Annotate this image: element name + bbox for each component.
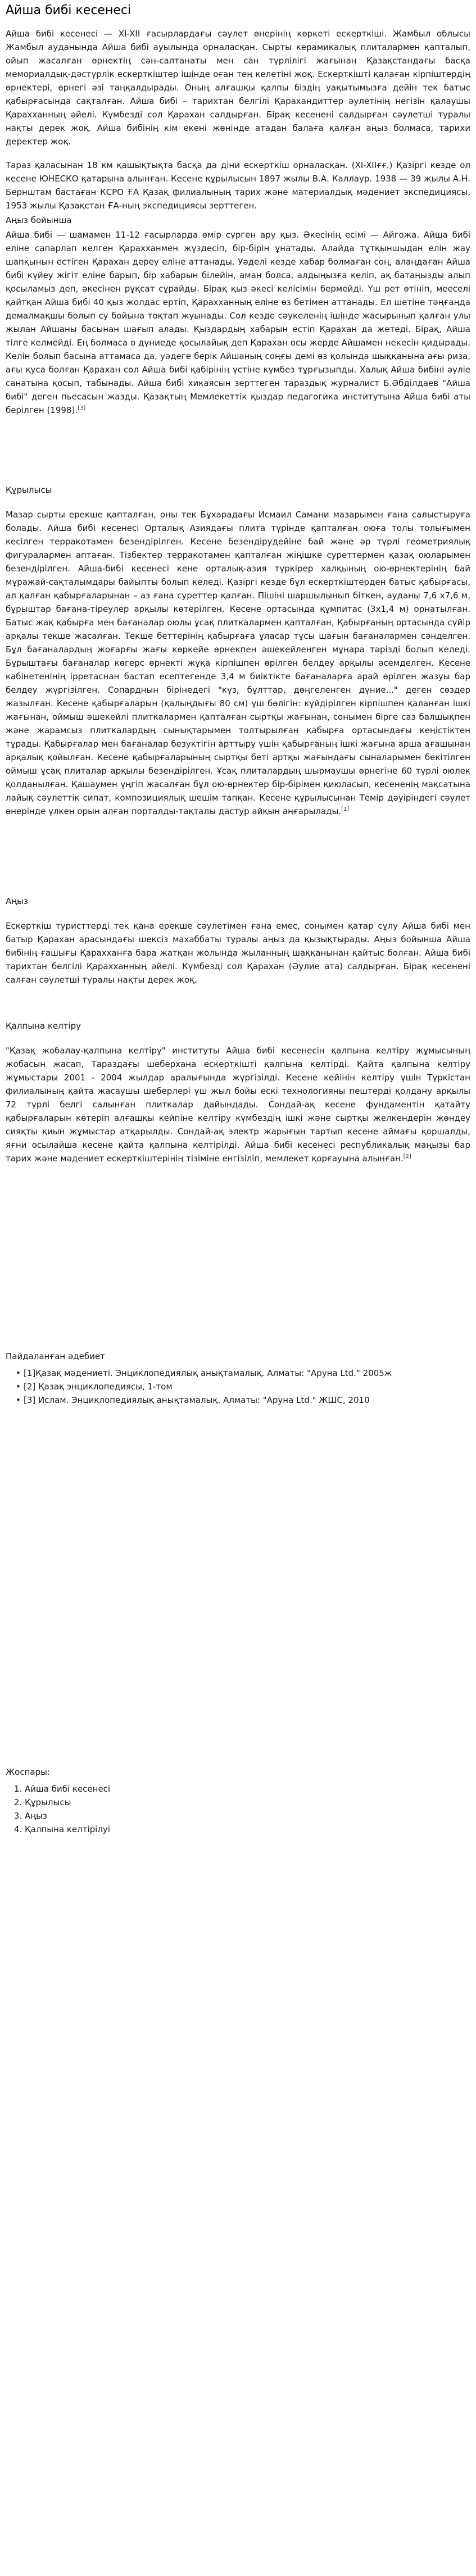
section-spacer [6, 1417, 470, 1765]
intro-section [6, 27, 470, 148]
intro-paragraph-1: Айша бибі кесенесі — XI-XII ғасырлардағы сәулет өнерінің көркеті ескерткіші. Жамбыл облысы Жамбыл ауданында Айша бибі ауылында орналасқан. Сырты керамикалық плиталармен қапталып, ойып жасалған өрнектің сән-салтанаты мен сан түрлілігі жағынан Қазақстандағы басқа мемориалдық-дәстүрлік ескерткіштер ішінде оған тең келетіні жоқ. Ескерткішті қалаған кірпіштердің өрнектері, өрнегі әзі таңқалдырады. Оның алғашқы қалпы біздің уақытымызға дейін тек батыс қабырғасында сақталған. Айша бибі – тарихтан белгілі Қарахандиттер әулетінің негізін қалаушы Қарахханның әйелі. Күмбезді сол Қарахан салдырған. Бірақ кесенені салдырған сәулетші туралы нақты дерек жоқ. Айша бибінің кім екені жөнінде атадан балаға қалған аңыз болмаса, тарихи деректер жоқ. [6, 29, 470, 147]
toc-list [6, 1782, 470, 1836]
legend2-paragraph: Ескерткіш туристтерді тек қана ерекше сәулетімен ғана емес, сонымен қатар сұлу Айша бибі мен батыр Қарахан арасындағы шексіз махаббаты туралы аңыз да қызықтырады. Аңыз бойынша Айша бибінің ғашығы Қарахханға бара жатқан жолында жыланның шаққанынан қайтыс болған. Айша бибі тарихтан белгілі Қарахханның әйелі. Күмбезді сол Қарахан (Әулие ата) салдырған. Бірақ кесенені салған сәулетші туралы нақты дерек жоқ. [6, 921, 470, 985]
toc-section [6, 1765, 470, 1836]
section-title-references: Пайдаланған әдебиет [6, 1351, 105, 1361]
restoration-text: "Қазақ жобалау-қалпына келтіру" институты Айша бибі кесенесін қалпына келтіру жұмысының жобасын жасап, Тараздағы шеберхана ескерткішті қалпына келтірді. Қайта қалпына келтіру жұмыстары 2001 - 2004 жылдар аралығында жүргізілді. Кесене кейінін келтіру үшін Түркістан филиалының қайта жасаушы шеберлері үш жыл бойы ескі технологияны пештерді қолдану арқылы 72 түрлі белгі салынған плиткалар дайындады. Сондай-ақ кесене фундаментін қатайту қабырғаларын көтеріп алғашқы кейпіне келтіру күмбездің ішкі және сыртқы желкендерін жөндеу сияқты қиын жұмыстар атқарылды. Сондай-ақ электр жарығын тартып кесене аймағы қоршалды, яғни осылайша кесене қайта қалпына келтірілді. Айша бибі кесенесі республикалық маңызы бар тарих және мәдениет ескерткіштерінің тізіміне енгізіліп, мемлекет қорғауына алынған. [6, 1046, 470, 1164]
restoration-paragraph [6, 1044, 470, 1165]
section-title-structure: Құрылысы [6, 485, 52, 495]
references-list [6, 1366, 470, 1407]
structure-section [6, 483, 470, 818]
section-spacer [6, 1175, 470, 1350]
section-spacer [6, 828, 470, 894]
references-section [6, 1350, 470, 1407]
toc-item[interactable]: 3. Аңыз [25, 1809, 470, 1823]
page-title: Айша бибі кесенесі [6, 3, 132, 17]
section-title-legend2: Аңыз [6, 896, 28, 906]
intro-paragraph-2: Тараз қаласынан 18 км қашықтықта басқа да діни ескерткіш орналасқан. (XI-XIIғғ.) Қазіргі кезде ол кесене ЮНЕСКО қатарына алынған. Кесене құрылысын 1897 жылы В.А. Каллаур. 1938 — 39 жылы А.Н. Бернштам бастаған КСРО ҒА Қазақ филиалының тарих және материалдық мәдениет экспедициясы, 1953 жылы Қазақстан ҒА-ның экспедициясы зерттеген. [6, 160, 470, 211]
toc-item[interactable]: 1. Айша бибі кесенесі [25, 1782, 470, 1796]
footnote-ref-3[interactable]: [3] [78, 405, 86, 411]
footnote-ref-1[interactable]: [1] [341, 806, 350, 812]
reference-item: • [3] Ислам. Энциклопедиялық анықтамалық. Алматы: "Аруна Ltd." ЖШС, 2010 [25, 1393, 470, 1407]
structure-text: Мазар сырты ерекше қапталған, оны тек Бұхарадағы Исмаил Самани мазарымен ғана салыстыруға болады. Айша бибі кесенесі Орталық Азиядағы плита түрінде қапталған оюға толы толығымен кесілген терракотамен безендірілген. Кесене безендірудейіне бай және әр түрлі геометриялық фигуралармен аптаған. Тізбектер терракотамен қапталған жіңішке суреттермен қазақ оюларымен безендірілген. Айша-бибі кесенесі кене орталық-азия түркірер халқының ою-өрнектерінің бай мұражай-сақталымдары байыпты болып келеді. Қазіргі кезде бұл ескерткіштерден батыс қабырғасы, ал қалған қабырғаларынан – аз ғана суреттер қалған. Пішіні шаршылынып біткен, ауданы 7,6 х7,6 м, бұрыштар бағана-тіреулер арқылы көтерілген. Кесене ортасында құмпитас (3х1,4 м) орнатылған. Батыс жақ қабырға мен бағаналар оюлы ұсақ плиткалармен қапталған, Қабырғаның ортасында сүйір арқалы текше жасалған. Текше беттерінің қабырғаға ұласар тұсы шағын бағаналармен сәнделген. Бұл бағаналардың жоғарғы жағы көркейе өрнекпен әшекейленген мұнара тәрізді болып келеді. Бұрыштағы бағаналар көгерс өрнекті жұқа кірпішпен өрілген белдеу арқылы әсемделген. Кесене кабінетенінің ірретаснан бастап есептегенде 3,4 м биіктікте бағаналарға арай өрілген жазуы бар белдеу жүргізілген. Сопарднын бірінедегі "күз, бұлттар, дөңгеленген дүние..." деген сөздер жазылған. Кесене қабырғаларын (қалыңдығы 80 см) үш бөлігін: күйдірілген кірпішпен қаланған ішкі жағынан, оймыш әшекейлі плиткалармен қапталған сыртқы жағынан, сонымен бірге саз балшықпен және жарамсыз плиткалардың сынықтарымен толтырылған қабырға ортасындағы кеңістіктен тұрады. Қабырғалар мен бағаналар безуктігін арттыру үшін қабырғаның ішкі жағына арша ағашынан арқалық қойылған. Кесене қабырғаларының сыртқы беті артқы жағындағы сыналарымен бекітілген оймыш ұсақ плиталар арқылы безендірілген. Ұсақ плиталардың шырмаушы өрнегіне 60 түрлі оюлек қолданылған. Қашаумен үңгіп жасалған бұл ою-өрнектер бір-бірімен қиюласып, кесененің мақсатына лайық сәулеттік сипат, композициялық шешім тапқан. Кесене құрылысынан Темір дәуіріндегі сәулет өнерінде үлкен орын алған порталды-тақталы дастур айқын аңғарылады. [6, 510, 470, 816]
legend-text: Айша бибі — шамамен 11-12 ғасырларда өмір сүрген ару қыз. Әкесінің есімі — Айгожа. Айша бибі еліне сапарлап келген Қарахханмен жүздесіп, бір-бірін ұнатады. Алайда тұтқыншыдан елін жау шапқынын естіген Қарахан дереу еліне аттанады. Уәделі кезде хабар болмаған соң, алаңдаған Айша бибі күйеу жігіт еліне барып, бір хабарын білейін, аман болса, алдыңызға келіп, ақ батаңызды алып қосыламыз деп, әкесінен рұқсат сұрайды. Бірақ қыз әкесі келісімін бермейді. Үш рет өтініп, мееселі қайтқан Айша бибі 40 қыз жолдас ертіп, Қарахханның еліне өз бетімен аттанады. Ел шетіне тәңғаңда демалмақшы болып су бойына тоқтап жуынады. Сол кезде сәукеленің ішінде жасырынып қалған улы жылан Айшаны басынан шағып алады. Қыздардың хабарын естіп Қарахан да жетеді. Бірақ, Айша тілге келмейді. Ең болмаса о дүниеде қосылайық деп Қарахан осы жерде Айшамен некесін қидырады. Келін болып басына аттамаса да, уәдеге берік Айшаның соңғы демі өз қолында шыққанына ағы риза, ағы қуса болған Қарахан сол Айша бибі қабірінің үстіне күмбез тұрғызыпды. Халық Айша бибіні әуліе санатына қосып, табынады. Айша бибі хикаясын зерттеген тараздық журналист Б.Әбділдаев "Айша бибі" деген пьесасын жазды. Қазақтың Мемлекеттік қыздар педагогика институтына Айша бибі аты берілген (1998). [6, 230, 470, 415]
legend-paragraph [6, 228, 470, 417]
toc-item[interactable]: 4. Қалпына келтірілуі [25, 1823, 470, 1836]
legend2-section [6, 894, 470, 987]
section-spacer [6, 427, 470, 483]
legend-section [6, 213, 470, 417]
section-title-legend: Аңыз бойынша [6, 215, 72, 225]
intro-section-2 [6, 158, 470, 212]
footnote-ref-2[interactable]: [2] [403, 1153, 411, 1160]
reference-item: • [1]Қазақ мәдениеті. Энциклопедиялық анықтамалық. Алматы: "Аруна Ltd." 2005ж [25, 1366, 470, 1380]
structure-paragraph [6, 508, 470, 818]
restoration-section [6, 1019, 470, 1165]
section-title-restoration: Қалпына келтіру [6, 1021, 81, 1031]
reference-item: • [2] Қазақ энциклопедиясы, 1-том [25, 1380, 470, 1393]
section-title-toc: Жоспары: [6, 1767, 50, 1777]
section-spacer [6, 997, 470, 1019]
toc-item[interactable]: 2. Құрылысы [25, 1796, 470, 1809]
